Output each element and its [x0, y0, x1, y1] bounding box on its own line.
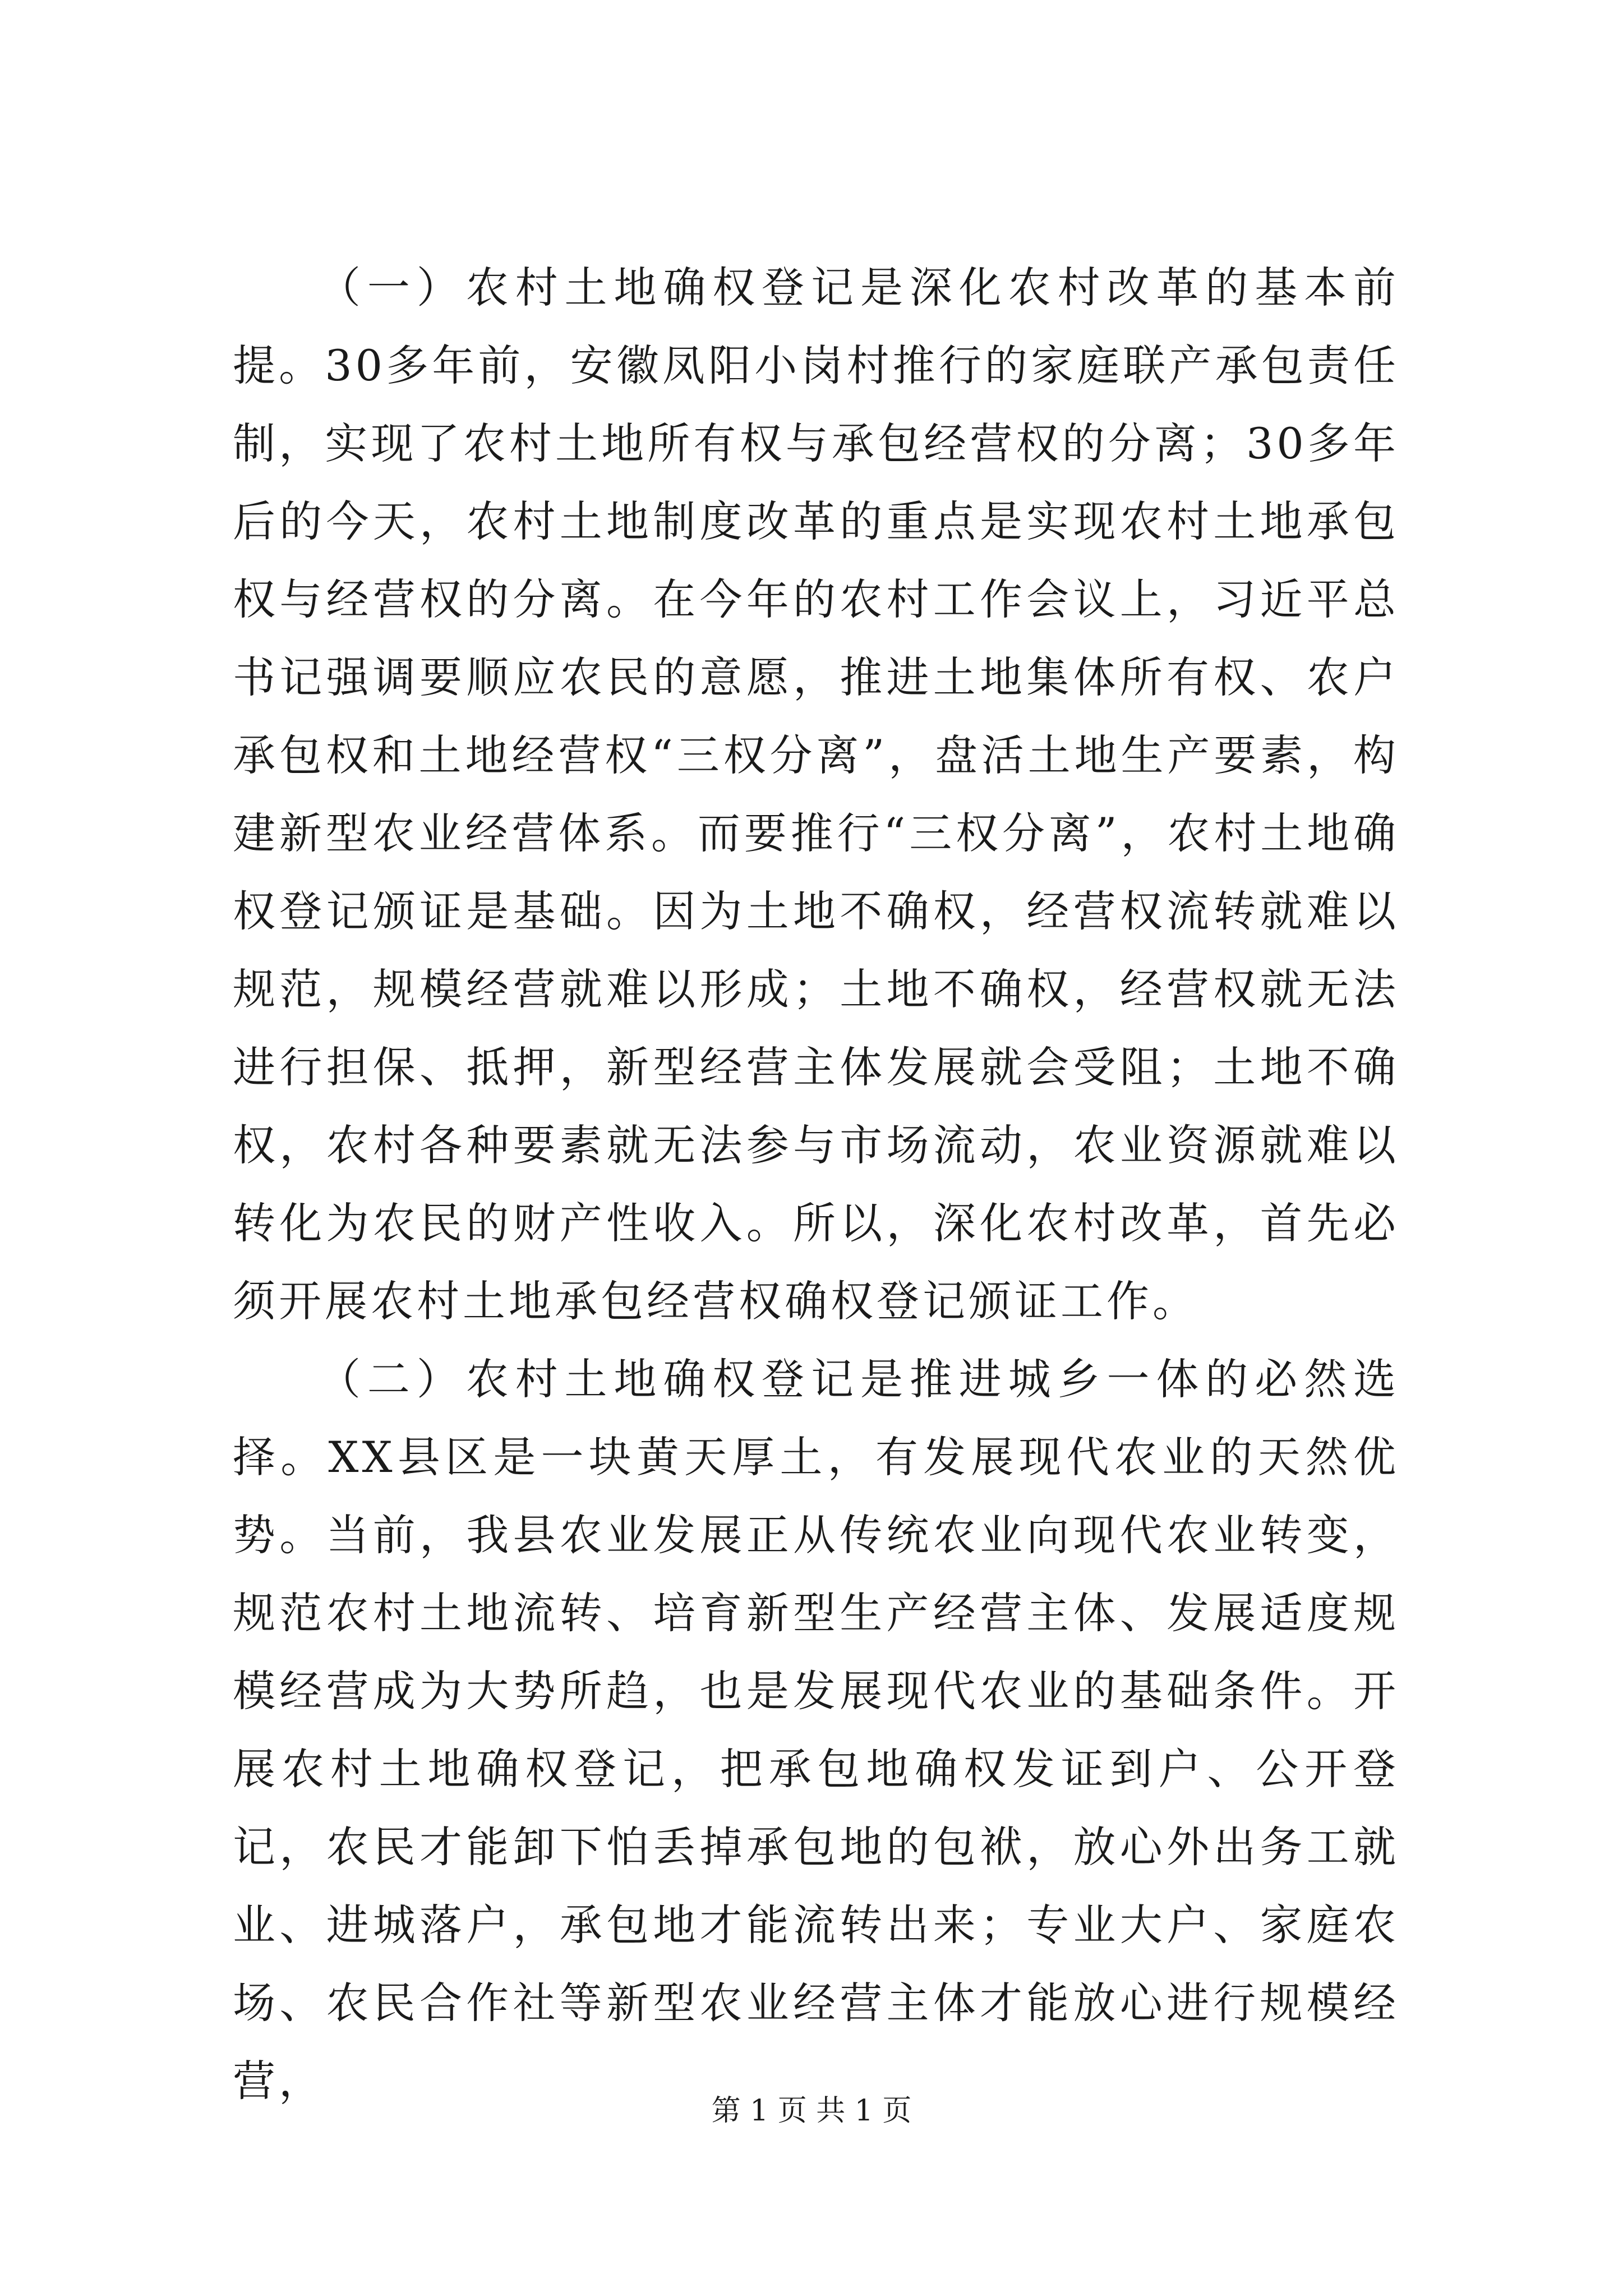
paragraph-2: （二）农村土地确权登记是推进城乡一体的必然选择。XX县区是一块黄天厚土，有发展现代农业的天然优势。当前，我县农业发展正从传统农业向现代农业转变，规范农村土地流转、培育新型生产经营主体、发展适度规模经营成为大势所趋，也是发展现代农业的基础条件。开展农村土地确权登记，把承包地确权发证到户、公开登记，农民才能卸下怕丢掉承包地的包袱，放心外出务工就业、进城落户，承包地才能流转出来；专业大户、家庭农场、农民合作社等新型农业经营主体才能放心进行规模经营， — [233, 1354, 1399, 2106]
page-footer: 第 1 页 共 1 页 — [711, 2094, 912, 2128]
paragraph-1: （一）农村土地确权登记是深化农村改革的基本前提。30多年前，安徽凤阳小岗村推行的家庭联产承包责任制，实现了农村土地所有权与承包经营权的分离；30多年后的今天，农村土地制度改革的重点是实现农村土地承包权与经营权的分离。在今年的农村工作会议上，习近平总书记强调要顺应农民的意愿，推进土地集体所有权、农户承包权和土地经营权“三权分离”，盘活土地生产要素，构建新型农业经营体系。而要推行“三权分离”，农村土地确权登记颁证是基础。因为土地不确权，经营权流转就难以规范，规模经营就难以形成；土地不确权，经营权就无法进行担保、抵押，新型经营主体发展就会受阻；土地不确权，农村各种要素就无法参与市场流动，农业资源就难以转化为农民的财产性收入。所以，深化农村改革，首先必须开展农村土地承包经营权确权登记颁证工作。 — [233, 263, 1399, 1326]
document-body — [233, 249, 1399, 2120]
